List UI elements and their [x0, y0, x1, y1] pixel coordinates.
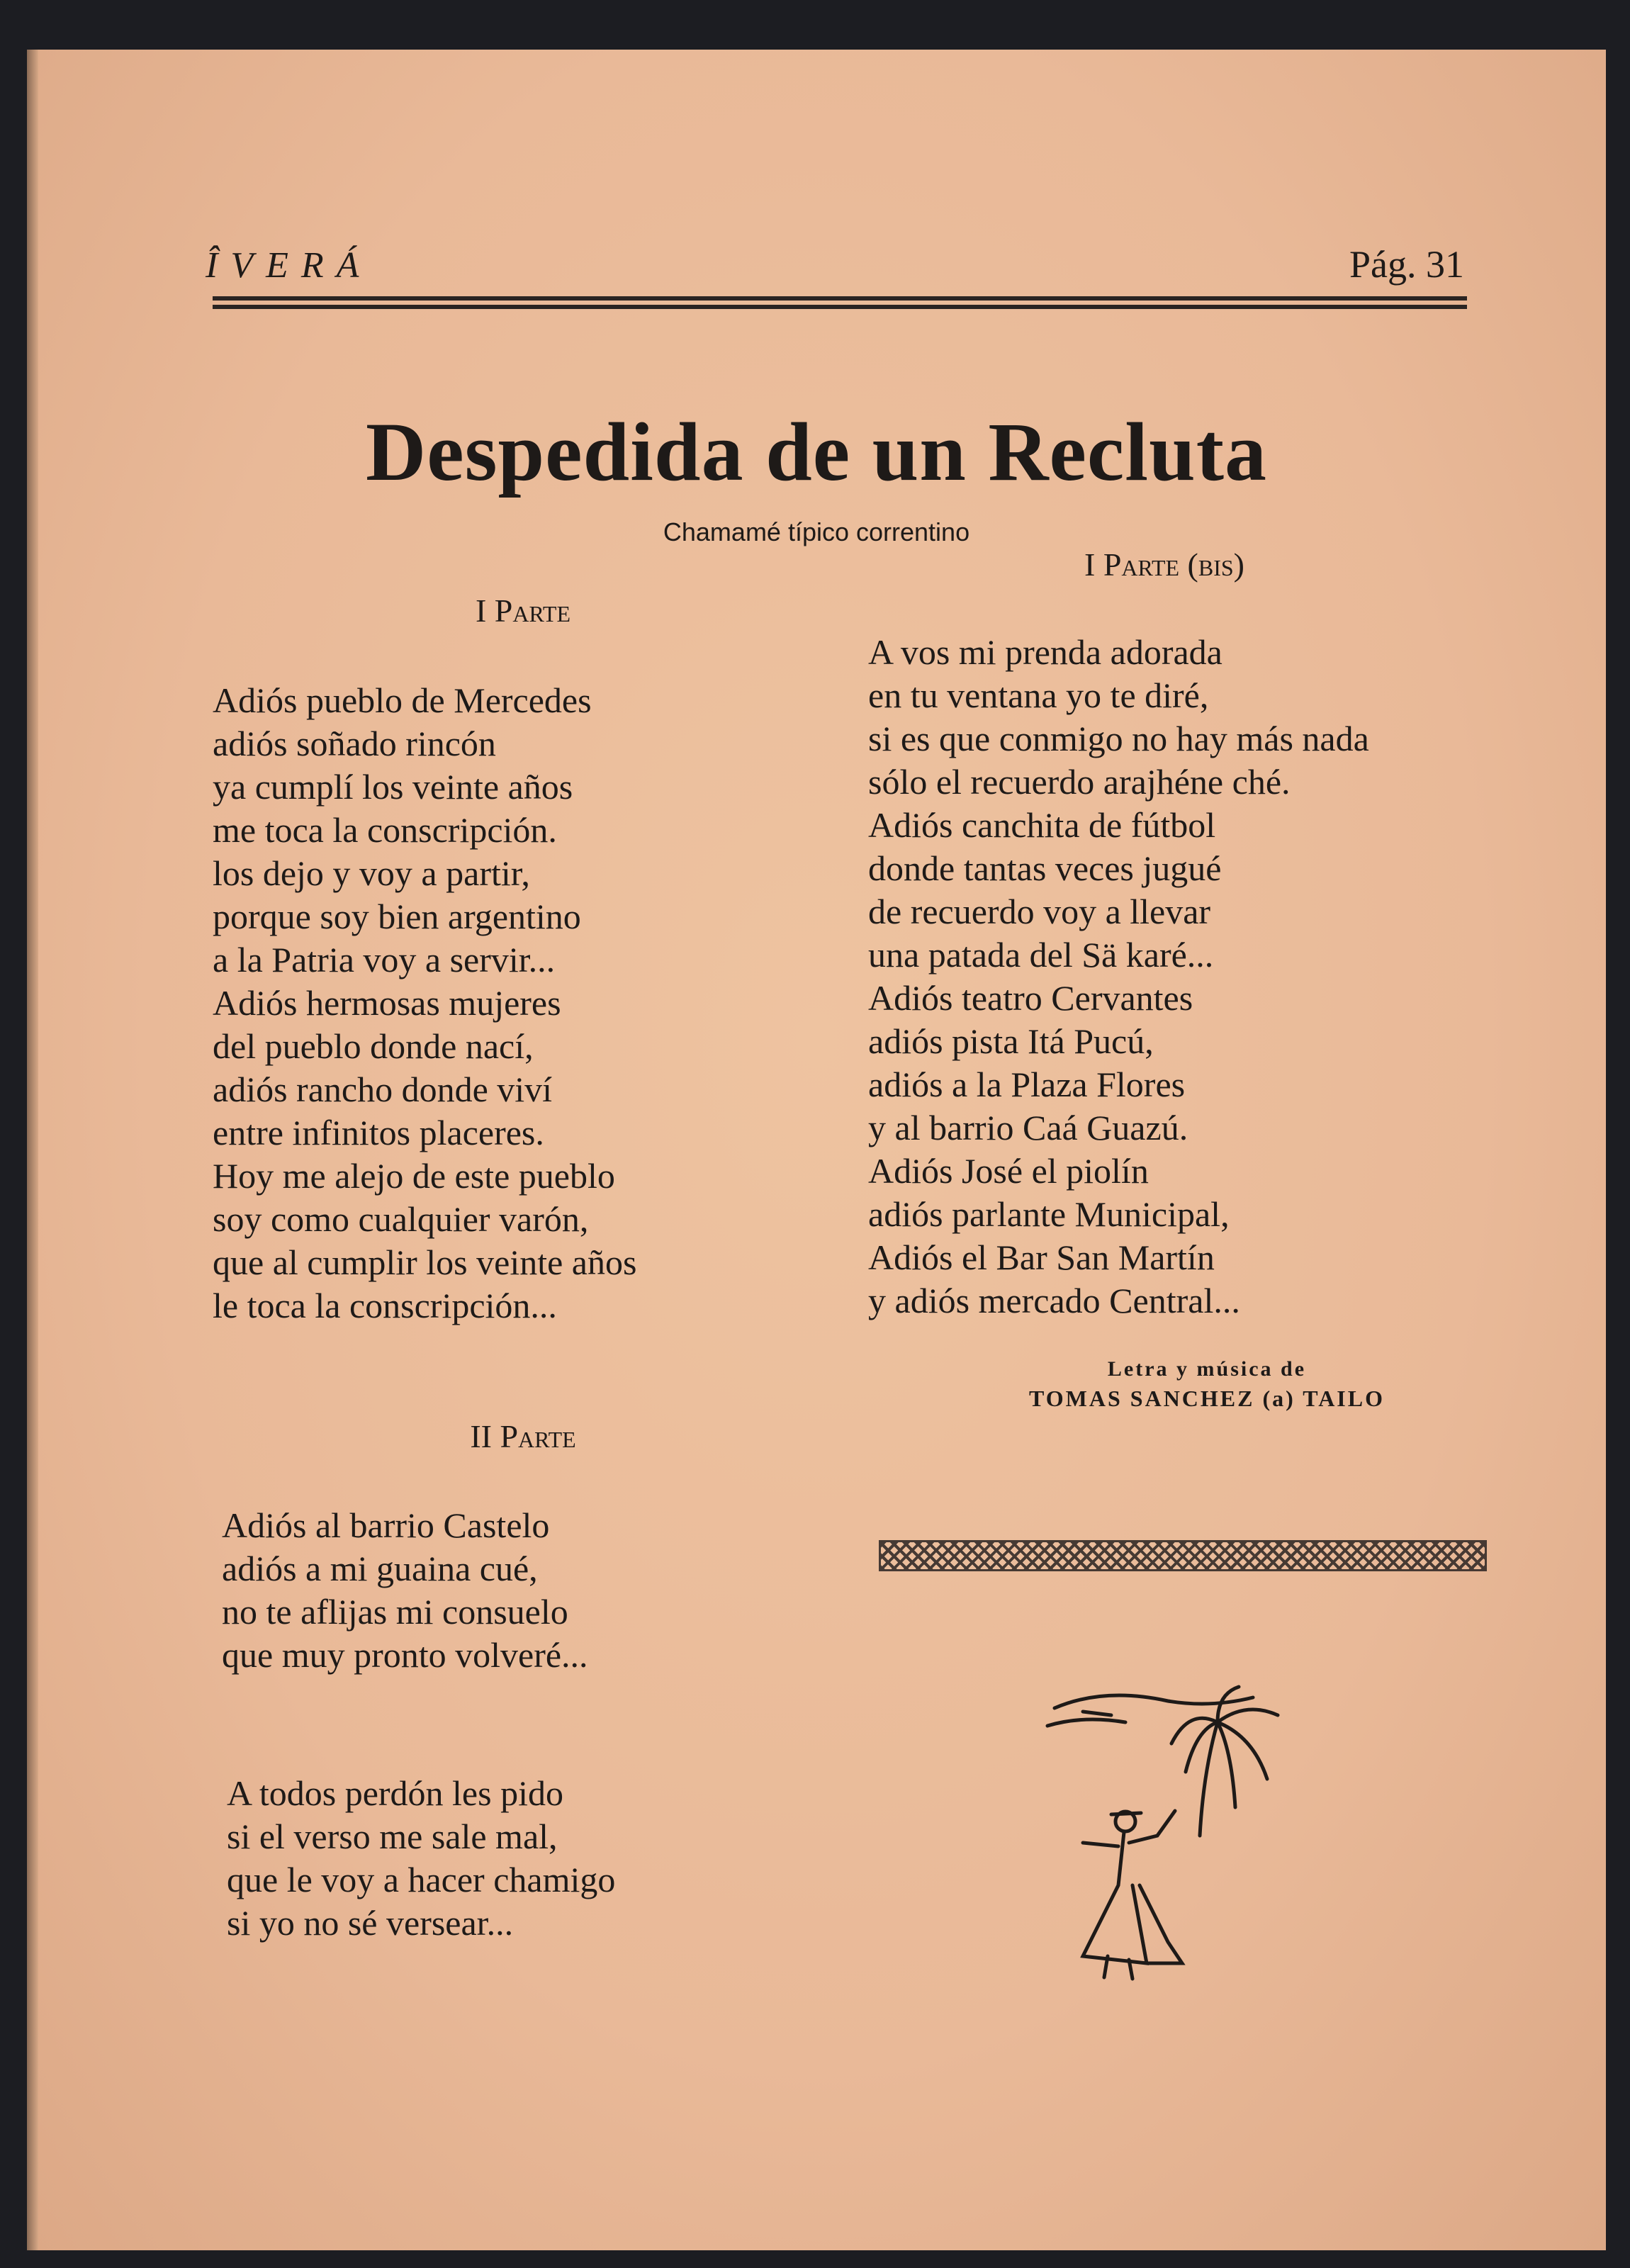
verse-line: Adiós José el piolín [868, 1151, 1149, 1191]
section-heading-ii-parte: II Parte [470, 1418, 576, 1454]
verse-line: de recuerdo voy a llevar [868, 892, 1211, 931]
verse-line: entre infinitos placeres. [213, 1113, 544, 1152]
gaucho-palm-illustration [1040, 1673, 1295, 1992]
verse-line: Adiós hermosas mujeres [213, 983, 561, 1023]
verse-line: que al cumplir los veinte años [213, 1242, 637, 1282]
verse-line: Adiós al barrio Castelo [222, 1505, 550, 1545]
verse-line: le toca la conscripción... [213, 1286, 557, 1325]
verse-line: los dejo y voy a partir, [213, 853, 530, 893]
verse-line: Hoy me alejo de este pueblo [213, 1156, 615, 1196]
verse-line: porque soy bien argentino [213, 897, 581, 936]
verse-line: Adiós teatro Cervantes [868, 978, 1193, 1018]
verse-line: si yo no sé versear... [227, 1903, 514, 1943]
verse-line: Adiós canchita de fútbol [868, 805, 1216, 845]
verse-line: A todos perdón les pido [227, 1773, 563, 1813]
poem-title: Despedida de un Recluta [366, 405, 1267, 498]
verse-line: a la Patria voy a servir... [213, 940, 556, 979]
verse-line: sólo el recuerdo arajhéne ché. [868, 762, 1291, 802]
stanza-closing [227, 1772, 615, 1945]
decorative-border-band [879, 1540, 1487, 1571]
verse-line: adiós a la Plaza Flores [868, 1065, 1186, 1104]
section-heading-i-parte: I Parte [475, 593, 571, 629]
verse-line: adiós pista Itá Pucú, [868, 1021, 1154, 1061]
verse-line: no te aflijas mi consuelo [222, 1592, 568, 1632]
verse-line: que le voy a hacer chamigo [227, 1860, 616, 1899]
verse-line: adiós rancho donde viví [213, 1070, 553, 1109]
verse-line: y adiós mercado Central... [868, 1281, 1240, 1320]
verse-line: adiós soñado rincón [213, 724, 496, 763]
verse-line: me toca la conscripción. [213, 810, 557, 850]
verse-line: que muy pronto volveré... [222, 1635, 588, 1675]
verse-line: del pueblo donde nací, [213, 1026, 534, 1066]
poem-subtitle: Chamamé típico correntino [663, 517, 970, 546]
stanza-i-parte-bis [868, 631, 1369, 1323]
header-rule-bottom [213, 305, 1467, 309]
magazine-name: ÎVERÁ [206, 245, 372, 286]
page-binding-edge [27, 50, 38, 2250]
verse-line: Adiós el Bar San Martín [868, 1237, 1215, 1277]
stanza-i-parte [213, 679, 636, 1327]
page-number: Pág. 31 [1349, 243, 1464, 286]
verse-line: adiós parlante Municipal, [868, 1194, 1230, 1234]
verse-line: ya cumplí los veinte años [213, 767, 573, 807]
verse-line: A vos mi prenda adorada [868, 632, 1222, 672]
credit-line-1: Letra y música de [1107, 1357, 1307, 1381]
header-rule-top [213, 296, 1467, 301]
verse-line: una patada del Sä karé... [868, 935, 1214, 975]
verse-line: si es que conmigo no hay más nada [868, 719, 1369, 758]
stanza-ii-parte [222, 1504, 588, 1677]
verse-line: donde tantas veces jugué [868, 848, 1222, 888]
section-heading-i-parte-bis: I Parte (bis) [1084, 546, 1244, 583]
verse-line: Adiós pueblo de Mercedes [213, 680, 592, 720]
verse-line: soy como cualquier varón, [213, 1199, 589, 1239]
verse-line: si el verso me sale mal, [227, 1817, 558, 1856]
credit-author: TOMAS SANCHEZ (a) TAILO [1029, 1386, 1385, 1411]
verse-line: y al barrio Caá Guazú. [868, 1108, 1188, 1147]
verse-line: adiós a mi guaina cué, [222, 1549, 538, 1588]
magazine-page [27, 50, 1606, 2250]
verse-line: en tu ventana yo te diré, [868, 675, 1209, 715]
